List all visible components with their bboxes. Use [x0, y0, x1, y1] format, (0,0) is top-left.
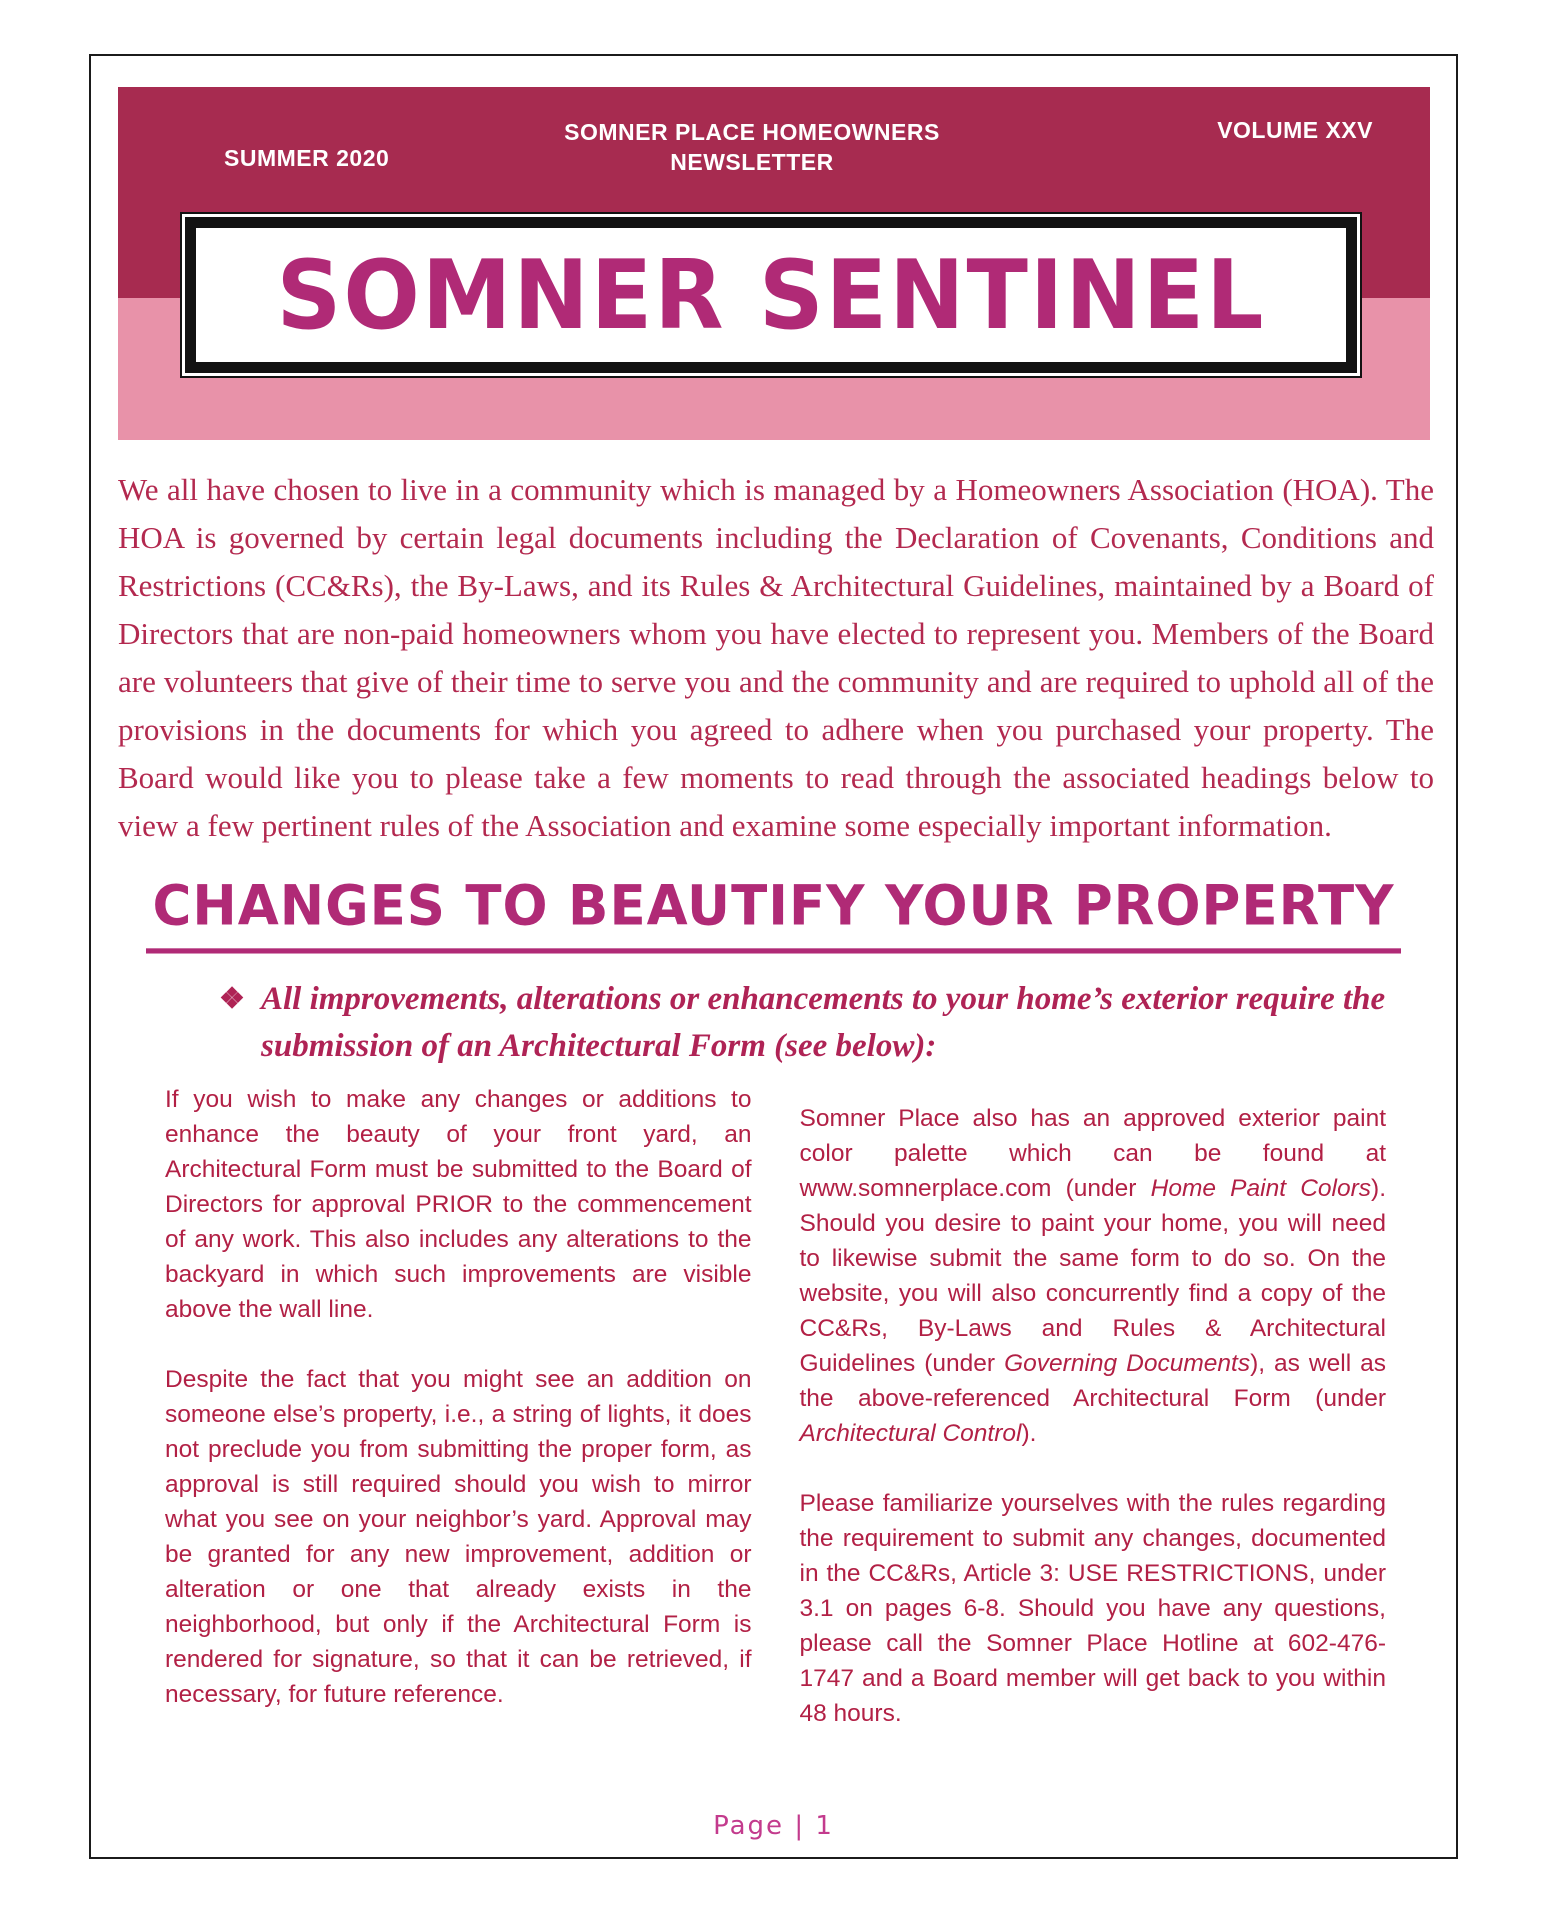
left-column — [165, 1082, 752, 1731]
volume-label: VOLUME XXV — [1217, 117, 1373, 143]
intro-paragraph: We all have chosen to live in a community which is managed by a Homeowners Association (HOA). The HOA is governed by certain legal documents including the Declaration of Covenants, Conditions and Restrictions (CC&Rs), the By-Laws, and its Rules & Architectural Guidelines, maintained by a Board of Directors that are non-paid homeowners whom you have elected to represent you. Members of the Board are volunteers that give of their time to serve you and the community and are required to uphold all of the provisions in the documents for which you agreed to adhere when you purchased your property. The Board would like you to please take a few moments to read through the associated headings below to view a few pertinent rules of the Association and examine some especially important information. — [118, 472, 1434, 843]
left-column-paragraph-1: If you wish to make any changes or additions to enhance the beauty of your front yard, an Architectural Form must be submitted to the Board of Directors for approval PRIOR to the commencement of any work. This also includes any alterations to the backyard in which such improvements are visible above the wall line. — [165, 1086, 752, 1323]
bullet-item — [219, 976, 1386, 1070]
two-column-section — [91, 1082, 1456, 1731]
page-number-footer: Page | 1 — [713, 1811, 834, 1841]
right-column-paragraph-2: Please familiarize yourselves with the rules regarding the requirement to submit any changes, documented in the CC&Rs, Article 3: USE RESTRICTIONS, under 3.1 on pages 6-8. Should you have any questions, please call the Somner Place Hotline at 602-476-1747 and a Board member will get back to you within 48 hours. — [799, 1490, 1386, 1727]
newsletter-page — [89, 54, 1458, 1859]
right-column-paragraph-1: Somner Place also has an approved exterior paint color palette which can be found at www.somnerplace.com (under Home Paint Colors). Should you desire to paint your home, you will need to likewise submit the same form to do so. On the website, you will also concurrently find a copy of the CC&Rs, By-Laws and Rules & Architectural Guidelines (under Governing Documents), as well as the above-referenced Architectural Form (under Architectural Control). — [799, 1105, 1387, 1447]
section-heading: CHANGES TO BEAUTIFY YOUR PROPERTY — [146, 874, 1400, 953]
masthead-banner — [118, 87, 1430, 440]
issue-date-label: SUMMER 2020 — [224, 145, 390, 171]
right-column — [800, 1101, 1387, 1731]
organization-line1: SOMNER PLACE HOMEOWNERS — [564, 119, 940, 145]
organization-label — [564, 117, 940, 177]
newsletter-title: SOMNER SENTINEL — [276, 239, 1266, 351]
bullet-text: All improvements, alterations or enhancements to your home’s exterior require the submission of an Architectural Form (see below): — [261, 981, 1386, 1064]
diamond-bullet-icon: ❖ — [219, 983, 245, 1015]
masthead-title-box-inner — [185, 217, 1357, 373]
organization-line2: NEWSLETTER — [670, 149, 834, 175]
masthead-title-box — [180, 212, 1362, 378]
left-column-paragraph-2: Despite the fact that you might see an addition on someone else’s property, i.e., a string of lights, it does not preclude you from submitting the proper form, as approval is still required should you wish to mirror what you see on your neighbor’s yard. Approval may be granted for any new improvement, addition or alteration or one that already exists in the neighborhood, but only if the Architectural Form is rendered for signature, so that it can be retrieved, if necessary, for future reference. — [165, 1366, 752, 1708]
section-heading-wrap — [91, 876, 1456, 952]
